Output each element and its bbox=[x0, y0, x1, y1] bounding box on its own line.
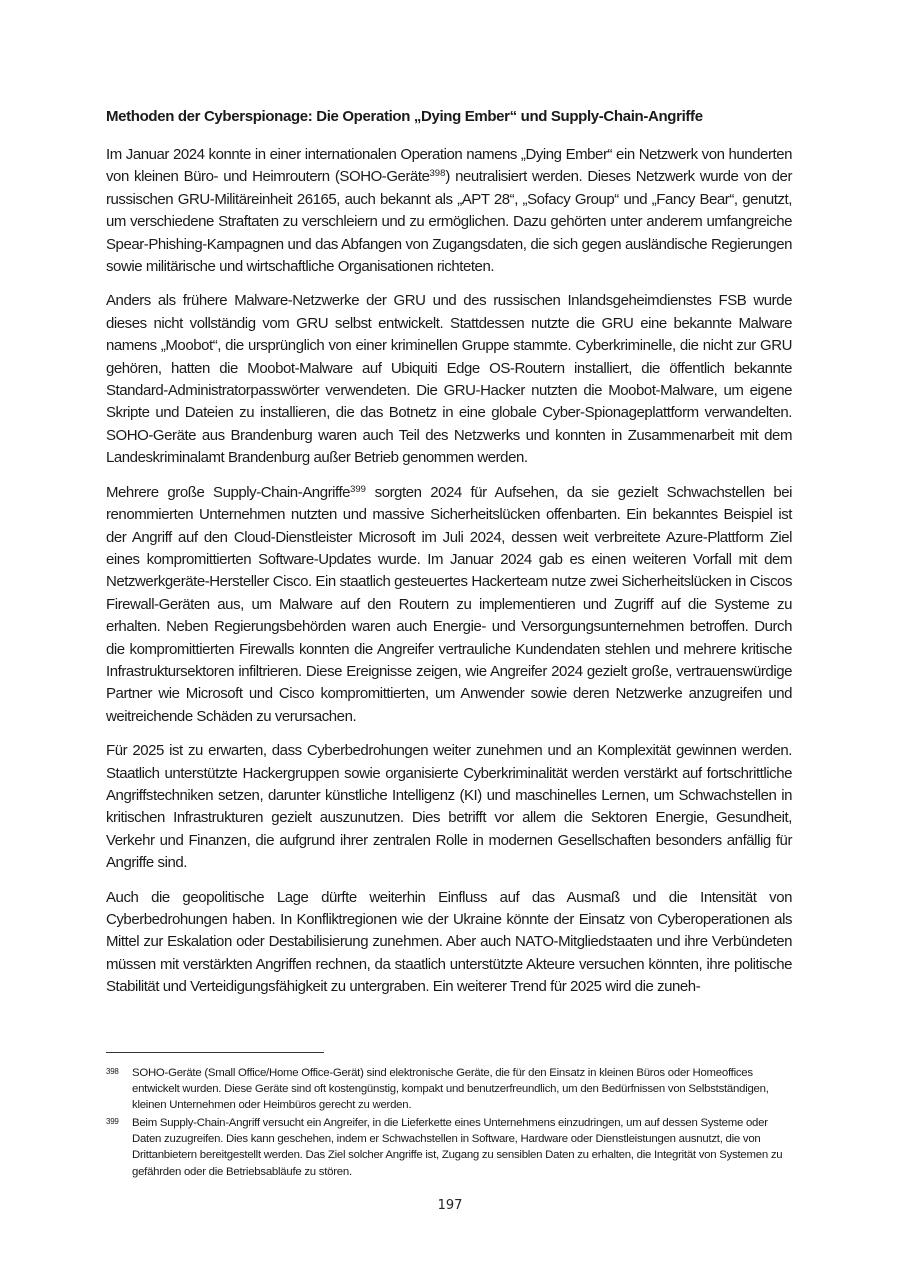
paragraph-text-continued: ) neutralisiert werden. Dieses Netzwerk wurde von der russischen GRU-Militäreinheit 26165, auch bekannt als „APT 28“, „Sofacy Group“ und „Fancy Bear“, genutzt, um verschiedene Straftaten zu verschleiern und zu ermöglichen. Dazu gehörten unter anderem umfangreiche Spear-Phishing-Kampagnen und das Abfangen von Zugangsdaten, die sich gegen ausländische Regierungen sowie militärische und wirtschaftliche Organisationen richteten. bbox=[106, 168, 792, 276]
paragraph-text: Mehrere große Supply-Chain-Angriffe bbox=[106, 483, 351, 501]
paragraph-geopolitics bbox=[106, 887, 792, 999]
paragraph-text: Für 2025 ist zu erwarten, dass Cyberbedrohungen weiter zunehmen und an Komplexität gewinnen werden. Staatlich unterstützte Hackergruppen sowie organisierte Cyberkriminalität werden verstärkt auf fortschrittliche Angriffstechniken setzen, darunter künstliche Intelligenz (KI) und maschinelles Lernen, um Schwachstellen in kritischen Infrastrukturen gezielt auszunutzen. Dies betrifft vor allem die Sektoren Energie, Gesundheit, Verkehr und Finanzen, die aufgrund ihrer zentralen Rolle in modernen Gesellschaften besonders anfällig für Angriffe sind. bbox=[106, 742, 792, 872]
paragraph-text: Auch die geopolitische Lage dürfte weiterhin Einfluss auf das Ausmaß und die Intensität von Cyberbedrohungen haben. In Konfliktregionen wie der Ukraine könnte der Einsatz von Cyberoperationen als Mittel zur Eskalation oder Destabilisierung zunehmen. Aber auch NATO-Mitgliedstaaten und ihre Verbündeten müssen mit verstärkten Angriffen rechnen, da staatlich unterstützte Akteure versuchen könnten, ihre politische Stabilität und Verteidigungsfähigkeit zu untergraben. Ein weiterer Trend für 2025 wird die zuneh- bbox=[106, 888, 792, 996]
paragraph-text: Im Januar 2024 konnte in einer internationalen Operation namens „Dying Ember“ ein Netzwerk von hunderten von kleinen Büro- und Heimroutern (SOHO-Geräte bbox=[106, 146, 792, 186]
footnotes bbox=[106, 1065, 792, 1182]
paragraph-dying-ember bbox=[106, 144, 792, 278]
paragraph-text: Anders als frühere Malware-Netzwerke der GRU und des russischen Inlandsgeheimdienstes FSB wurde dieses nicht vollständig vom GRU selbst entwickelt. Stattdessen nutzte die GRU eine bekannte Malware namens „Moobot“, die ursprünglich von einer kriminellen Gruppe stammte. Cyberkriminelle, die nicht zur GRU gehören, hatten die Moobot-Malware auf Ubiquiti Edge OS-Routern installiert, die öffentlich bekannte Standard-Administratorpasswörter verwendeten. Die GRU-Hacker nutzten die Moobot-Malware, um eigene Skripte und Dateien zu installieren, die das Botnetz in eine globale Cyber-Spionageplattform verwandelten. SOHO-Geräte aus Brandenburg waren auch Teil des Netzwerks und konnten in Zusammenarbeit mit dem Landeskriminalamt Brandenburg außer Betrieb genommen werden. bbox=[106, 292, 792, 467]
body-content bbox=[106, 106, 792, 1011]
footnote-separator bbox=[106, 1052, 324, 1053]
footnote-398 bbox=[106, 1065, 792, 1113]
paragraph-outlook-2025 bbox=[106, 740, 792, 874]
paragraph-moobot bbox=[106, 290, 792, 469]
paragraph-text-continued: sorgten 2024 für Aufsehen, da sie gezielt Schwachstellen bei renommierten Unternehmen nutzten und massive Sicherheitslücken offenbarten. Ein bekanntes Beispiel ist der Angriff auf den Cloud-Dienstleister Microsoft im Juli 2024, dessen weit verbreitete Azure-Plattform Ziel eines kompromittierten Software-Updates wurde. Im Januar 2024 gab es einen weiteren Vorfall mit dem Netzwerkgeräte-Hersteller Cisco. Ein staatlich gesteuertes Hackerteam nutze zwei Sicherheitslücken in Ciscos Firewall-Geräten aus, um Malware auf den Routern zu implementieren und Zugriff auf die Systeme zu erhalten. Neben Regierungsbehörden waren auch Energie- und Versorgungsunternehmen betroffen. Durch die kompromittierten Firewalls konnten die Angreifer vertrauliche Kundendaten stehlen und mehrere kritische Infrastruktursektoren infiltrieren. Diese Ereignisse zeigen, wie Angreifer 2024 gezielt große, vertrauenswürdige Partner wie Microsoft und Cisco kompromittierten, um Anwender sowie deren Netzwerke anzugreifen und weitreichende Schäden zu verursachen. bbox=[106, 483, 792, 725]
page-number: 197 bbox=[437, 1198, 463, 1213]
section-heading: Methoden der Cyberspionage: Die Operation „Dying Ember“ und Supply-Chain-Angriffe bbox=[106, 108, 703, 125]
footnote-number: 399 bbox=[106, 1117, 119, 1127]
footnote-number: 398 bbox=[106, 1067, 119, 1076]
footnote-text: Beim Supply-Chain-Angriff versucht ein Angreifer, in die Lieferkette eines Unternehmens einzudringen, um auf dessen Systeme oder Daten zuzugreifen. Dies kann geschehen, indem er Schwachstellen in Software, Hardware oder Dienstleistungen ausnutzt, die von Drittanbietern bereitgestellt werden. Das Ziel solcher Angriffe ist, Zugang zu sensiblen Daten zu erhalten, die Integrität von Systemen zu gefährden oder die Betriebsabläufe zu stören. bbox=[132, 1117, 783, 1178]
footnote-399 bbox=[106, 1115, 792, 1179]
paragraph-supply-chain bbox=[106, 482, 792, 728]
footnote-reference-398[interactable]: 398 bbox=[429, 168, 446, 180]
footnote-text: SOHO-Geräte (Small Office/Home Office-Gerät) sind elektronische Geräte, die für den Einsatz in kleinen Büros oder Homeoffices entwickelt wurden. Diese Geräte sind oft kostengünstig, kompakt und benutzerfreundlich, um den Bedürfnissen von Selbstständigen, kleinen Unternehmen oder Heimbüros gerecht zu werden. bbox=[132, 1067, 769, 1112]
footnote-reference-399[interactable]: 399 bbox=[350, 483, 366, 495]
